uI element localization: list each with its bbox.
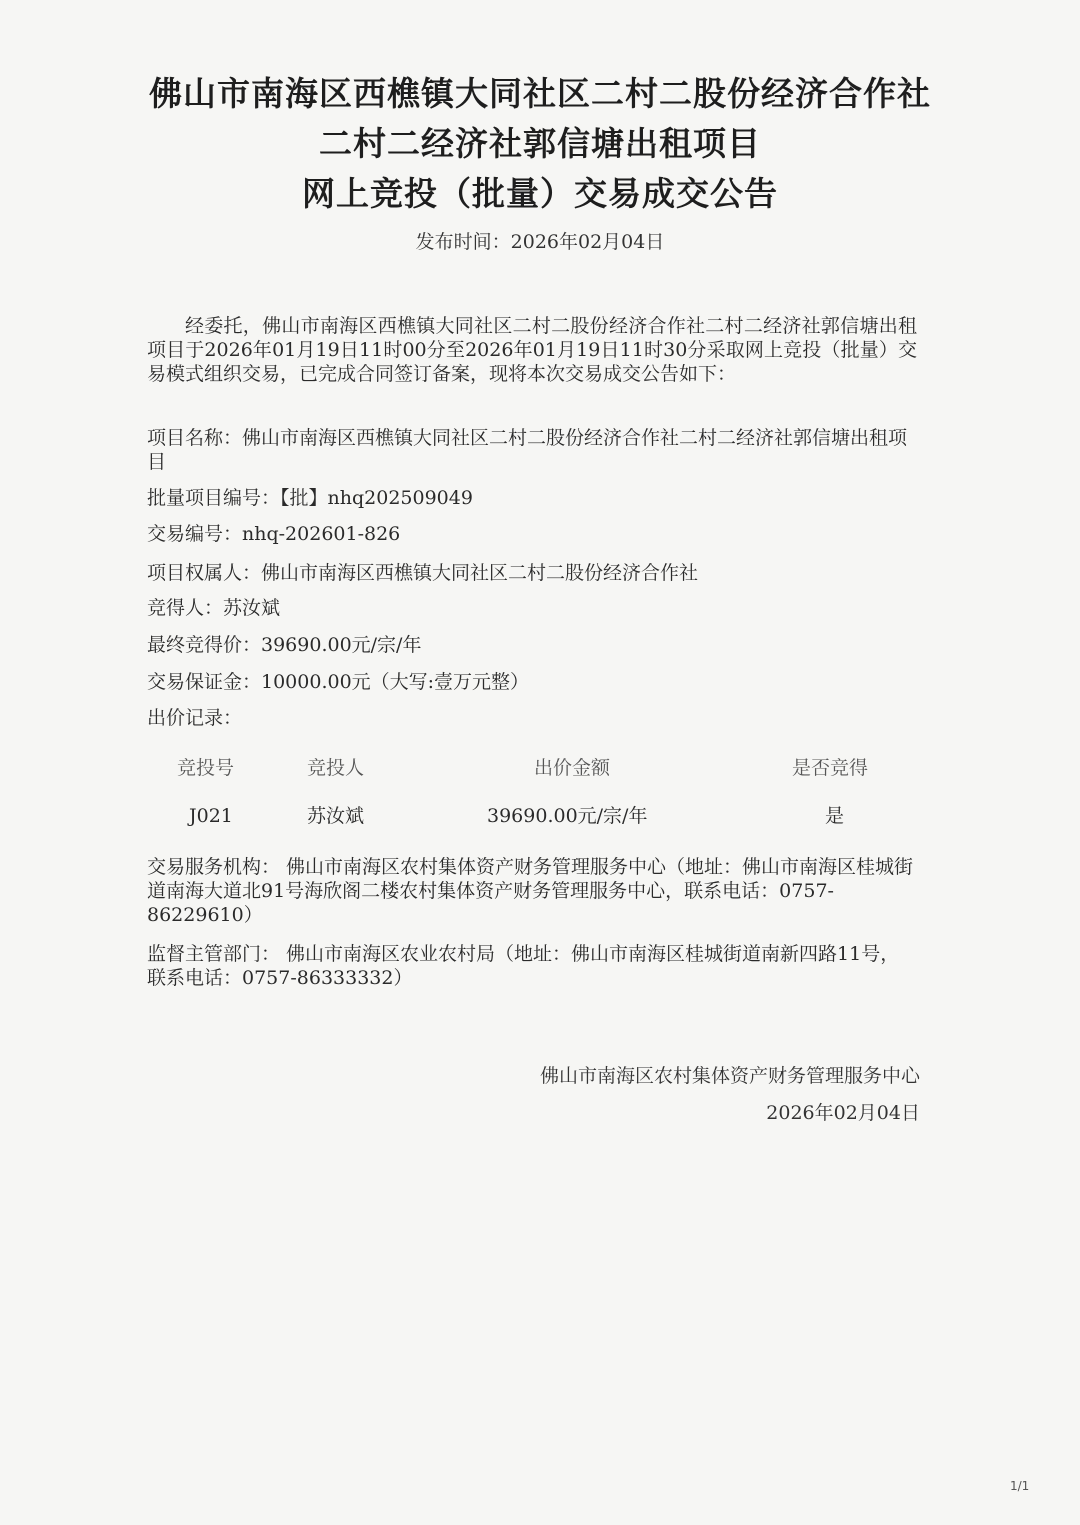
final-price: 最终竞得价：39690.00元/宗/年	[147, 634, 422, 656]
trade-number: 交易编号：nhq-202601-826	[147, 523, 401, 545]
batch-project-number: 批量项目编号：【批】nhq202509049	[147, 487, 473, 509]
bid-table-header-bid-no: 竞投号	[177, 757, 235, 779]
bid-row-bid-no: J021	[189, 805, 233, 827]
supervising-department: 监督主管部门： 佛山市南海区农业农村局（地址：佛山市南海区桂城街道南新四路11号，联系电话：0757-86333332）	[147, 943, 900, 989]
winning-bidder: 竞得人：苏汝斌	[147, 597, 281, 619]
project-owner: 项目权属人：佛山市南海区西樵镇大同社区二村二股份经济合作社	[147, 562, 699, 584]
bid-table-header-won: 是否竞得	[792, 757, 869, 779]
trade-deposit: 交易保证金：10000.00元（大写:壹万元整）	[147, 671, 530, 693]
title-line-2: 二村二经济社郭信塘出租项目	[319, 124, 761, 163]
project-name: 项目名称：佛山市南海区西樵镇大同社区二村二股份经济合作社二村二经济社郭信塘出租项目	[147, 427, 908, 473]
intro-paragraph: 经委托，佛山市南海区西樵镇大同社区二村二股份经济合作社二村二经济社郭信塘出租项目于2026年01月19日11时00分至2026年01月19日11时30分采取网上竞投（批量）交易模式组织交易，已完成合同签订备案，现将本次交易成交公告如下：	[147, 315, 917, 385]
trade-service-agency: 交易服务机构： 佛山市南海区农村集体资产财务管理服务中心（地址：佛山市南海区桂城街道南海大道北91号海欣阁二楼农村集体资产财务管理服务中心，联系电话：0757-86229610）	[147, 856, 914, 926]
page-number: 1/1	[1010, 1479, 1030, 1493]
bid-row-bidder: 苏汝斌	[307, 805, 365, 827]
bid-row-amount: 39690.00元/宗/年	[487, 805, 648, 827]
publish-time: 发布时间：2026年02月04日	[415, 231, 665, 253]
signature-date: 2026年02月04日	[766, 1102, 920, 1124]
title-line-3: 网上竞投（批量）交易成交公告	[302, 174, 778, 213]
bid-table-header-bidder: 竞投人	[307, 757, 365, 779]
signature-organization: 佛山市南海区农村集体资产财务管理服务中心	[539, 1065, 920, 1087]
title-line-1: 佛山市南海区西樵镇大同社区二村二股份经济合作社	[149, 74, 931, 113]
bid-record-table	[147, 752, 927, 842]
bid-table-header-amount: 出价金额	[534, 757, 611, 779]
bid-records-label: 出价记录：	[147, 707, 243, 729]
bid-row-won: 是	[825, 805, 845, 827]
